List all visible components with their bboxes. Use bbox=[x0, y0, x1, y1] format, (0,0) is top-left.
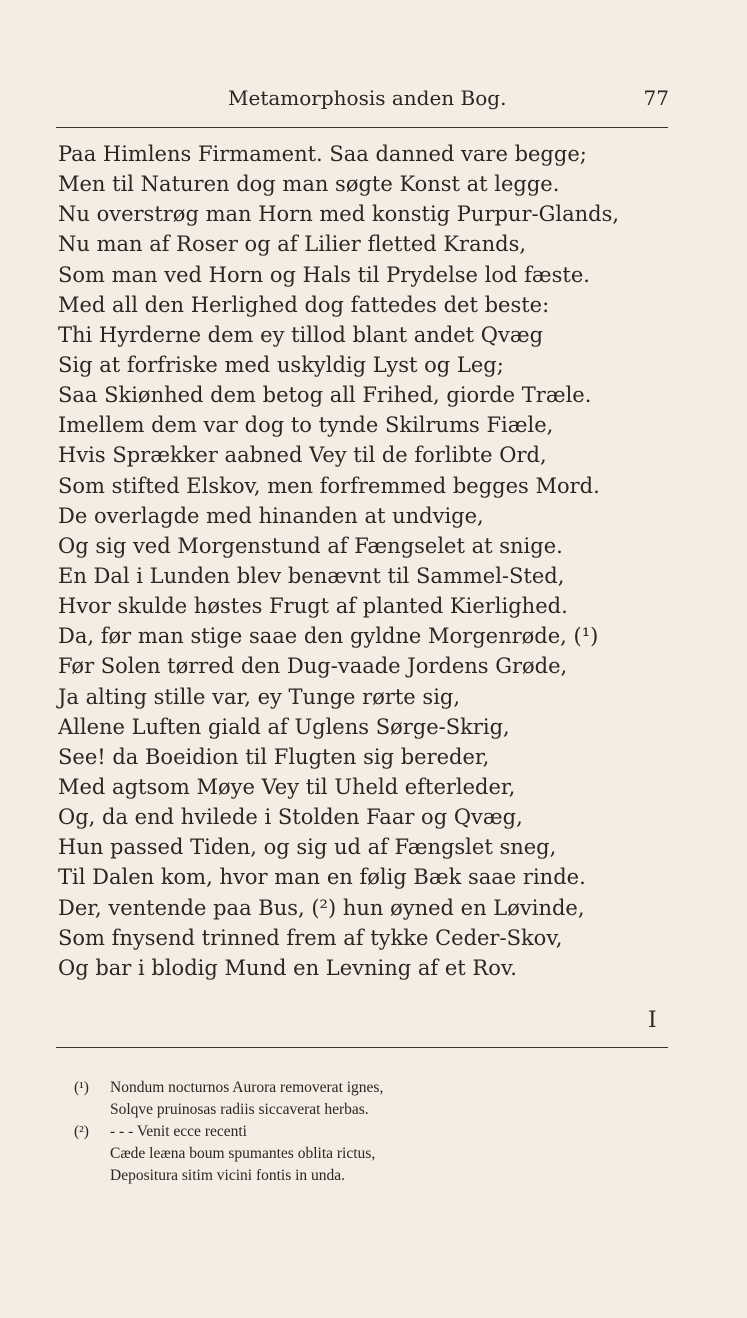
poem-line: Hvis Sprækker aabned Vey til de forlibte Ord, bbox=[58, 443, 547, 468]
footnote-line bbox=[74, 1099, 534, 1121]
poem-line: Sig at forfriske med uskyldig Lyst og Leg; bbox=[58, 352, 504, 377]
catchword: I bbox=[648, 1008, 657, 1033]
poem-line: Og, da end hvilede i Stolden Faar og Qvæg, bbox=[58, 805, 523, 830]
poem-line: Thi Hyrderne dem ey tillod blant andet Qvæg bbox=[58, 322, 544, 347]
poem-line: De overlagde med hinanden at undvige, bbox=[58, 503, 484, 528]
poem-line: Saa Skiønhed dem betog all Frihed, giorde Træle. bbox=[58, 383, 592, 408]
poem-line: Hun passed Tiden, og sig ud af Fængslet sneg, bbox=[58, 835, 557, 860]
poem-line: See! da Boeidion til Flugten sig bereder, bbox=[58, 744, 490, 769]
poem-line: Hvor skulde høstes Frugt af planted Kierlighed. bbox=[58, 594, 568, 619]
poem-line: Til Dalen kom, hvor man en følig Bæk saae rinde. bbox=[58, 865, 586, 890]
poem-line: Da, før man stige saae den gyldne Morgenrøde, (¹) bbox=[58, 624, 599, 649]
poem-line: Nu overstrøg man Horn med konstig Purpur-Glands, bbox=[58, 202, 620, 227]
running-title: Metamorphosis anden Bog. bbox=[228, 86, 507, 110]
footnote-mark: (¹) bbox=[74, 1079, 89, 1096]
poem-line: Som fnysend trinned frem af tykke Ceder-Skov, bbox=[58, 925, 563, 950]
poem-line: Med agtsom Møye Vey til Uheld efterleder, bbox=[58, 774, 516, 799]
footnote-text: - - - Venit ecce recenti bbox=[110, 1123, 247, 1140]
poem-line: Og sig ved Morgenstund af Fængselet at snige. bbox=[58, 533, 563, 558]
footnote-text: Cæde leæna boum spumantes oblita rictus, bbox=[110, 1145, 376, 1162]
poem-line: Og bar i blodig Mund en Levning af et Rov. bbox=[58, 955, 517, 980]
footnote-line bbox=[74, 1143, 534, 1165]
poem-line: Med all den Herlighed dog fattedes det beste: bbox=[58, 292, 550, 317]
poem-line: En Dal i Lunden blev benævnt til Sammel-Sted, bbox=[58, 563, 565, 588]
poem-line: Paa Himlens Firmament. Saa danned vare begge; bbox=[58, 142, 587, 166]
poem-line: Som stifted Elskov, men forfremmed begges Mord. bbox=[58, 473, 600, 498]
footnote-line bbox=[74, 1077, 534, 1099]
poem-line: Som man ved Horn og Hals til Prydelse lod fæste. bbox=[58, 262, 590, 287]
poem-line: Nu man af Roser og af Lilier fletted Krands, bbox=[58, 232, 527, 257]
footnote-mark: (²) bbox=[74, 1123, 89, 1140]
header-rule bbox=[56, 127, 668, 128]
footnote-text: Nondum nocturnos Aurora removerat ignes, bbox=[110, 1079, 384, 1096]
footnote-text: Solqve pruinosas radiis siccaverat herbas. bbox=[110, 1101, 369, 1118]
footnote-line bbox=[74, 1165, 534, 1187]
page-number: 77 bbox=[643, 86, 669, 110]
footnote-rule bbox=[56, 1047, 668, 1048]
poem-line: Allene Luften giald af Uglens Sørge-Skrig, bbox=[58, 714, 510, 739]
poem-line: Imellem dem var dog to tynde Skilrums Fiæle, bbox=[58, 413, 554, 438]
poem-line: Der, ventende paa Bus, (²) hun øyned en Løvinde, bbox=[58, 895, 585, 920]
footnotes bbox=[74, 1077, 534, 1187]
poem-text bbox=[58, 139, 673, 983]
page-header bbox=[228, 86, 669, 110]
poem-line: Før Solen tørred den Dug-vaade Jordens Grøde, bbox=[58, 654, 568, 679]
footnote-text: Depositura sitim vicini fontis in unda. bbox=[110, 1167, 346, 1184]
poem-line: Ja alting stille var, ey Tunge rørte sig, bbox=[58, 684, 461, 709]
poem-line: Men til Naturen dog man søgte Konst at legge. bbox=[58, 172, 560, 197]
footnote-line bbox=[74, 1121, 534, 1143]
